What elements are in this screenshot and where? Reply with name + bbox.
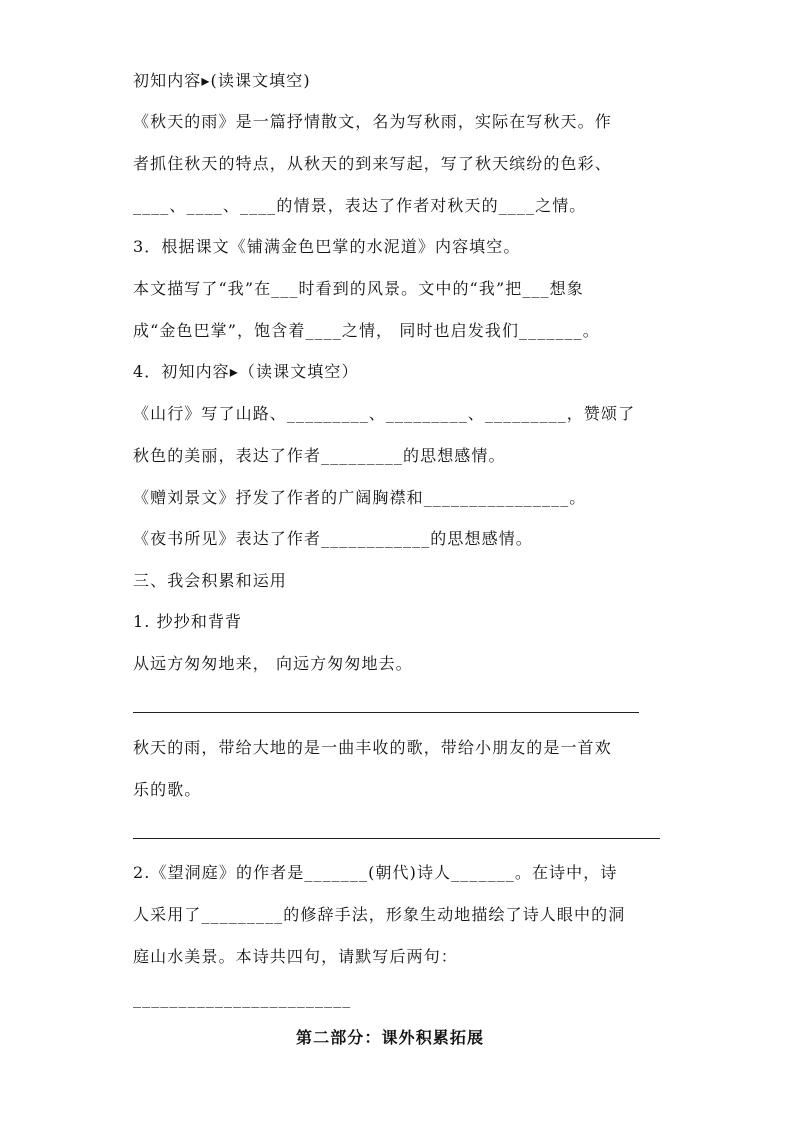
- fill-blank-line: 秋色的美丽，表达了作者_________的思想感情。: [133, 446, 506, 465]
- text-line: 《秋天的雨》是一篇抒情散文，名为写秋雨，实际在写秋天。作: [133, 112, 612, 131]
- question-3: 3．根据课文《铺满金色巴掌的水泥道》内容填空。: [133, 237, 521, 256]
- part-two-heading: 第二部分：课外积累拓展: [296, 1028, 485, 1047]
- fill-blank-line: 《山行》写了山路、_________、_________、_________，赞颂了: [133, 404, 636, 423]
- fill-blank-line: ____、____、____的情景，表达了作者对秋天的____之情。: [133, 196, 587, 215]
- fill-blank-line: 本文描写了“我”在___时看到的风景。文中的“我”把___想象: [133, 279, 584, 298]
- subquestion-2: 2.《望洞庭》的作者是_______(朝代)诗人_______。在诗中，诗: [133, 863, 618, 882]
- subquestion-1: 1. 抄抄和背背: [133, 612, 243, 631]
- text-line: 者抓住秋天的特点，从秋天的到来写起，写了秋天缤纷的色彩、: [133, 154, 612, 173]
- answer-blank: ________________________: [133, 989, 352, 1008]
- text-line: 人采用了_________的修辞手法，形象生动地描绘了诗人眼中的洞: [133, 905, 626, 924]
- text-line: 庭山水美景。本诗共四句，请默写后两句：: [133, 947, 458, 966]
- question-4: 4．初知内容▸（读课文填空）: [133, 362, 359, 381]
- fill-blank-line: 《夜书所见》表达了作者____________的思想感情。: [133, 529, 533, 548]
- section-heading-3: 三、我会积累和运用: [133, 571, 287, 590]
- copy-sentence-1: 从远方匆匆地来， 向远方匆匆地去。: [133, 654, 413, 673]
- copy-sentence-2-end: 乐的歌。: [133, 780, 202, 799]
- fill-blank-line: 《赠刘景文》抒发了作者的广阔胸襟和________________。: [133, 488, 587, 507]
- fill-blank-line: 成“金色巴掌”，饱含着____之情， 同时也启发我们_______。: [133, 321, 600, 340]
- answer-line: [133, 712, 639, 713]
- answer-line: [133, 838, 660, 839]
- copy-sentence-2: 秋天的雨，带给大地的是一曲丰收的歌，带给小朋友的是一首欢: [133, 738, 612, 757]
- section-heading-reading: 初知内容▸(读课文填空): [133, 71, 311, 90]
